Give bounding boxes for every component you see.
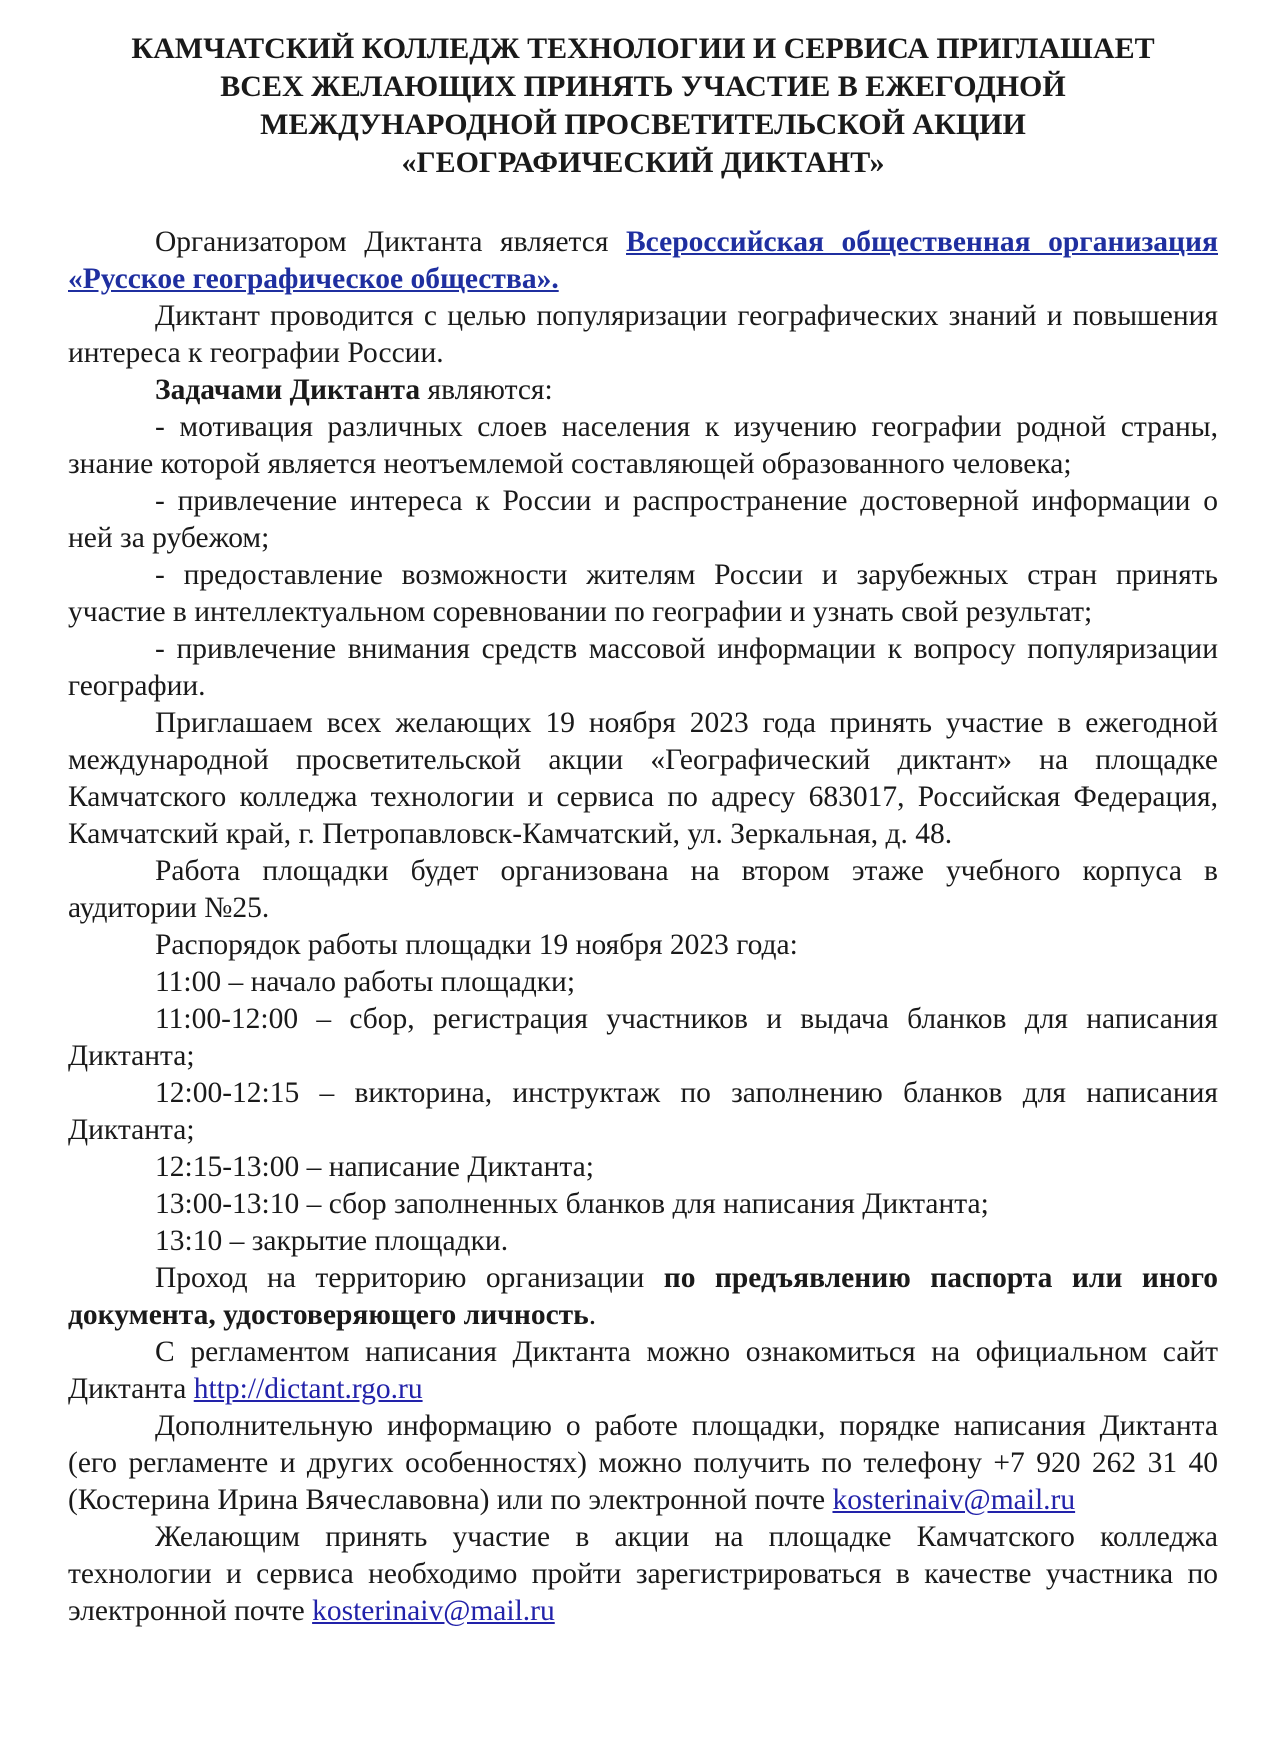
access-bold: по предъявлению паспорта или иного документа, удостоверяющего личность: [68, 1262, 1218, 1331]
rules-text: С регламентом написания Диктанта можно ознакомиться на официальном сайт Диктанта: [68, 1336, 1218, 1405]
document-body: [68, 224, 1218, 1630]
purpose-paragraph: Диктант проводится с целью популяризации географических знаний и повышения интереса к географии России.: [68, 300, 1218, 369]
access-paragraph: [68, 1260, 1218, 1334]
schedule-item: 13:00-13:10 – сбор заполненных бланков для написания Диктанта;: [155, 1188, 989, 1220]
task-item: - предоставление возможности жителям России и зарубежных стран принять участие в интеллектуальном соревновании по географии и узнать свой результат;: [68, 559, 1218, 628]
title-line: КАМЧАТСКИЙ КОЛЛЕДЖ ТЕХНОЛОГИИ И СЕРВИСА ПРИГЛАШАЕТ: [131, 32, 1155, 65]
registration-text: Желающим принять участие в акции на площадке Камчатского колледжа технологии и сервиса необходимо пройти зарегистрироваться в качестве участника по электронной почте: [68, 1521, 1218, 1627]
document-page: [68, 30, 1218, 1630]
title-line: МЕЖДУНАРОДНОЙ ПРОСВЕТИТЕЛЬСКОЙ АКЦИИ: [260, 108, 1026, 141]
contact-text: Дополнительную информацию о работе площадки, порядке написания Диктанта (его регламенте и других особенностях) можно получить по телефону +7 920 262 31 40 (Костерина Ирина Вячеславовна) или по электронной почте: [68, 1410, 1218, 1516]
tasks-heading: [68, 372, 1218, 409]
organizer-paragraph: [68, 224, 1218, 298]
contact-email-link[interactable]: kosterinaiv@mail.ru: [832, 1484, 1076, 1516]
registration-email-link[interactable]: kosterinaiv@mail.ru: [312, 1595, 555, 1627]
task-item: - привлечение интереса к России и распространение достоверной информации о ней за рубежом;: [68, 485, 1218, 554]
title-line: ВСЕХ ЖЕЛАЮЩИХ ПРИНЯТЬ УЧАСТИЕ В ЕЖЕГОДНОЙ: [220, 70, 1066, 103]
task-item: - привлечение внимания средств массовой информации к вопросу популяризации географии.: [68, 633, 1218, 702]
rules-paragraph: [68, 1334, 1218, 1408]
dictant-site-link[interactable]: http://dictant.rgo.ru: [193, 1373, 423, 1405]
document-title: [68, 30, 1218, 182]
access-prefix: Проход на территорию организации: [155, 1262, 664, 1294]
organizer-link[interactable]: Всероссийская общественная организация «Русское географическое общества».: [68, 226, 1218, 295]
contact-paragraph: [68, 1408, 1218, 1519]
registration-paragraph: [68, 1519, 1218, 1630]
schedule-item: 13:10 – закрытие площадки.: [155, 1225, 509, 1257]
access-suffix: .: [588, 1299, 597, 1331]
location-paragraph: Работа площадки будет организована на втором этаже учебного корпуса в аудитории №25.: [68, 855, 1218, 924]
title-line: «ГЕОГРАФИЧЕСКИЙ ДИКТАНТ»: [401, 146, 885, 179]
organizer-prefix: Организатором Диктанта является: [155, 226, 626, 258]
schedule-item: 12:00-12:15 – викторина, инструктаж по заполнению бланков для написания Диктанта;: [68, 1077, 1218, 1146]
task-item: - мотивация различных слоев населения к изучению географии родной страны, знание которой является неотъемлемой составляющей образованного человека;: [68, 411, 1218, 480]
invitation-paragraph: Приглашаем всех желающих 19 ноября 2023 года принять участие в ежегодной международной просветительской акции «Географический диктант» на площадке Камчатского колледжа технологии и сервиса по адресу 683017, Российская Федерация, Камчатский край, г. Петропавловск-Камчатский, ул. Зеркальная, д. 48.: [68, 707, 1218, 850]
schedule-heading: Распорядок работы площадки 19 ноября 2023 года:: [155, 929, 798, 961]
schedule-item: 12:15-13:00 – написание Диктанта;: [155, 1151, 594, 1183]
schedule-item: 11:00 – начало работы площадки;: [155, 966, 576, 998]
tasks-heading-bold: Задачами Диктанта: [155, 374, 421, 406]
schedule-item: 11:00-12:00 – сбор, регистрация участников и выдача бланков для написания Диктанта;: [68, 1003, 1218, 1072]
tasks-heading-rest: являются:: [420, 374, 553, 406]
